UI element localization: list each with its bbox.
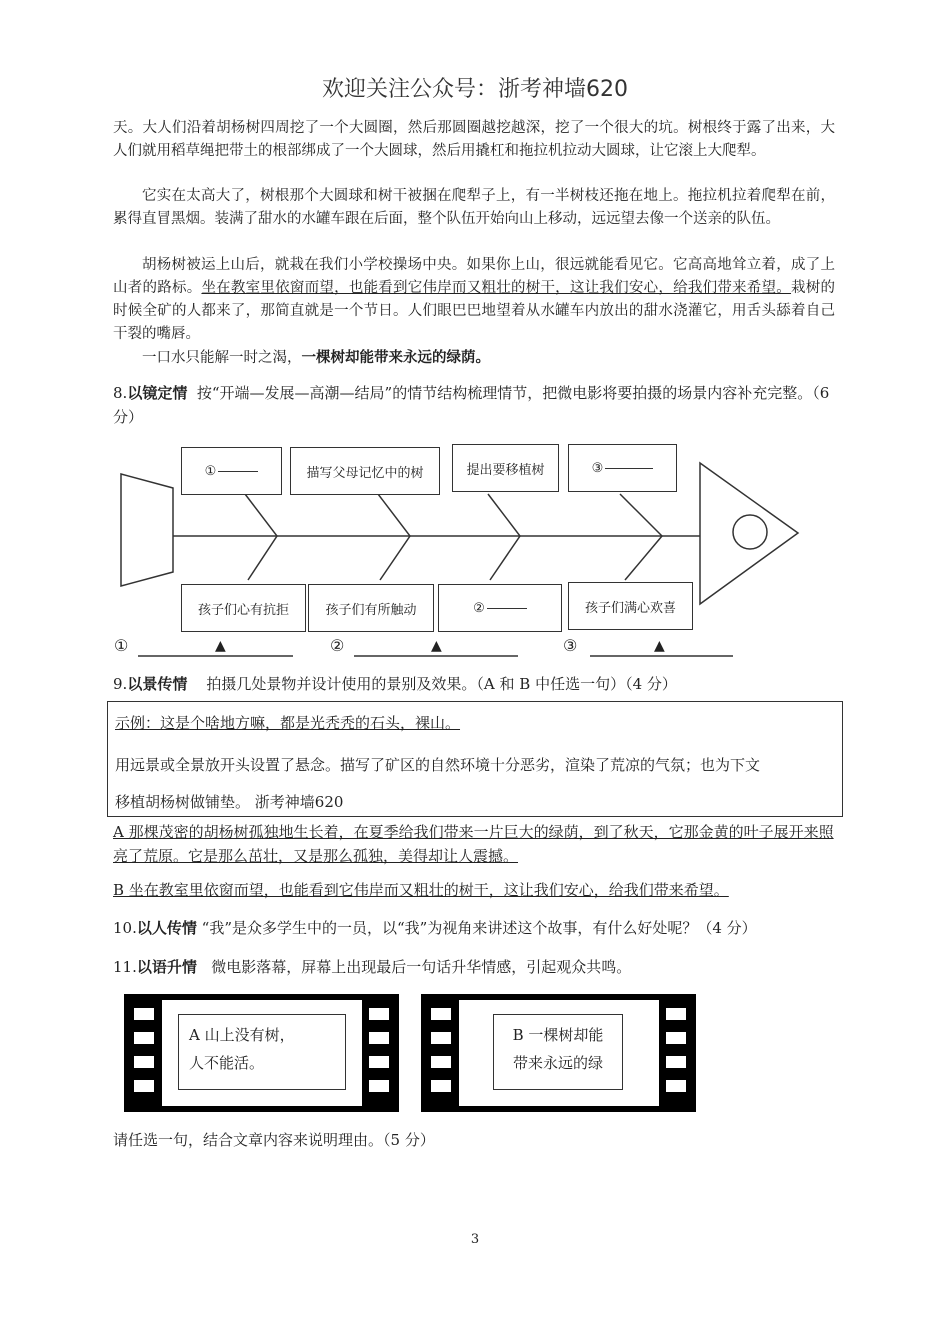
question-9 bbox=[113, 672, 838, 696]
passage-p3-end: 栽树的时候全矿的人都来了，那简直就是一个节日。人们眼巴巴地望着从水罐车内放出的甜水浇灌它，用舌头舔着自己干裂的嘴唇。 bbox=[113, 280, 836, 342]
answer-label-3: ③ bbox=[563, 636, 578, 655]
film-strip-b bbox=[421, 994, 696, 1112]
passage-paragraph-2: 它实在太高大了，树根那个大圆球和树干被捆在爬犁子上，有一半树枝还拖在地上。拖拉机拉着爬犁在前，累得直冒黑烟。装满了甜水的水罐车跟在后面，整个队伍开始向山上移动，远远望去像一个送亲的队伍。 bbox=[113, 188, 835, 227]
question-10 bbox=[113, 916, 838, 940]
answer-label-2: ② bbox=[330, 636, 345, 655]
option-a: A 那棵茂密的胡杨树孤独地生长着，在夏季给我们带来一片巨大的绿荫，到了秋天，它那金黄的叶子展开来照亮了荒原。它是那么茁壮，又是那么孤独，美得却让人震撼。 bbox=[113, 823, 834, 865]
q9-text: 拍摄几处景物并设计使用的景别及效果。（A 和 B 中任选一句）（4 分） bbox=[206, 675, 677, 693]
bottom-box-1 bbox=[181, 584, 306, 632]
film-strip-a bbox=[124, 994, 399, 1112]
passage-p4-bold: 一棵树却能带来永远的绿荫。 bbox=[301, 349, 490, 366]
top-box-3-label: 提出要移植树 bbox=[466, 462, 545, 478]
q8-number: 8. bbox=[113, 384, 128, 402]
fish-head bbox=[700, 463, 798, 604]
q10-text: “我”是众多学生中的一员，以“我”为视角来讲述这个故事，有什么好处呢？（4 分） bbox=[201, 919, 757, 937]
film-a-line-2: 人不能活。 bbox=[189, 1054, 265, 1072]
passage-paragraph-3 bbox=[113, 254, 835, 346]
triangle-marker-2: ▲ bbox=[431, 638, 442, 654]
film-b-line-1: B 一棵树却能 bbox=[512, 1026, 604, 1044]
page-number: 3 bbox=[470, 1232, 480, 1247]
top-box-3 bbox=[452, 444, 559, 492]
question-8 bbox=[113, 381, 838, 429]
bottom-box-3-label: ② bbox=[473, 600, 485, 616]
passage-p4-start: 一口水只能解一时之渴， bbox=[142, 350, 302, 366]
top-box-4-blank[interactable] bbox=[605, 468, 653, 469]
q10-title: 以人传情 bbox=[136, 919, 197, 937]
question-11 bbox=[113, 955, 838, 979]
passage-p3-underlined: 坐在教室里依窗而望，也能看到它伟岸而又粗壮的树干，这让我们安心，给我们带来希望。 bbox=[201, 280, 792, 296]
q11-title: 以语升情 bbox=[136, 958, 197, 976]
triangle-marker-1: ▲ bbox=[215, 638, 226, 654]
q8-title: 以镜定情 bbox=[127, 384, 188, 402]
top-box-2 bbox=[290, 447, 440, 495]
passage-paragraph-1: 天。大人们沿着胡杨树四周挖了一个大圆圈，然后那圆圈越挖越深，挖了一个很大的坑。树根终于露了出来，大人们就用稻草绳把带土的根部绑成了一个大圆球，然后用撬杠和拖拉机拉动大圆球，让它滚上大爬犁。 bbox=[113, 120, 835, 159]
top-box-1-blank[interactable] bbox=[218, 471, 258, 472]
bottom-box-4 bbox=[568, 582, 693, 630]
bottom-box-1-label: 孩子们心有抗拒 bbox=[197, 602, 289, 618]
film-b-text-box bbox=[493, 1014, 623, 1090]
bottom-box-4-label: 孩子们满心欢喜 bbox=[584, 600, 676, 616]
q8-text: 按“开端—发展—高潮—结局”的情节结构梳理情节，把微电影将要拍摄的场景内容补充完整。（6 分） bbox=[113, 384, 830, 426]
fish-bones bbox=[245, 494, 662, 580]
top-box-4 bbox=[568, 444, 677, 492]
fish-tail bbox=[121, 474, 173, 586]
q9-number: 9. bbox=[113, 675, 128, 693]
top-box-1-label: ① bbox=[204, 463, 217, 479]
top-box-4-label: ③ bbox=[591, 460, 604, 476]
q11-text: 微电影落幕，屏幕上出现最后一句话升华情感，引起观众共鸣。 bbox=[211, 958, 632, 976]
example-text: 示例：这是个啥地方嘛，都是光秃秃的石头，裸山。 bbox=[115, 714, 461, 732]
film-a-line-1: A 山上没有树， bbox=[189, 1026, 295, 1044]
bottom-box-2-label: 孩子们有所触动 bbox=[325, 602, 417, 618]
example-answer-line-1: 用远景或全景放开头设置了悬念。描写了矿区的自然环境十分恶劣，渲染了荒凉的气氛；也为下文 bbox=[115, 756, 761, 774]
passage-p3-start: 胡杨树被运上山后，就栽在我们小学校操场中央。如果你上山，很远就能看见它。它高高地耸立着，成了上山者的路标。 bbox=[113, 257, 835, 296]
q10-number: 10. bbox=[113, 919, 137, 937]
bottom-box-3-blank[interactable] bbox=[487, 608, 527, 609]
top-box-2-label: 描写父母记忆中的树 bbox=[306, 465, 424, 481]
answer-label-1: ① bbox=[114, 636, 129, 655]
bottom-box-3 bbox=[438, 584, 562, 632]
top-box-1 bbox=[181, 447, 282, 495]
film-a-text-box bbox=[178, 1014, 346, 1090]
option-b: B 坐在教室里依窗而望，也能看到它伟岸而又粗壮的树干，这让我们安心，给我们带来希望。 bbox=[113, 881, 729, 899]
q11-number: 11. bbox=[113, 958, 137, 976]
q9-title: 以景传情 bbox=[127, 675, 188, 693]
bottom-box-2 bbox=[308, 584, 434, 632]
page-header: 欢迎关注公众号：浙考神墙620 bbox=[322, 77, 628, 102]
fish-eye bbox=[733, 515, 767, 549]
q11-prompt: 请任选一句，结合文章内容来说明理由。（5 分） bbox=[113, 1131, 435, 1149]
example-answer-line-2: 移植胡杨树做铺垫。 浙考神墙620 bbox=[115, 793, 344, 811]
film-b-line-2: 带来永远的绿 bbox=[512, 1054, 603, 1072]
example-box bbox=[107, 701, 843, 817]
passage-paragraph-4 bbox=[113, 346, 835, 370]
triangle-marker-3: ▲ bbox=[654, 638, 665, 654]
